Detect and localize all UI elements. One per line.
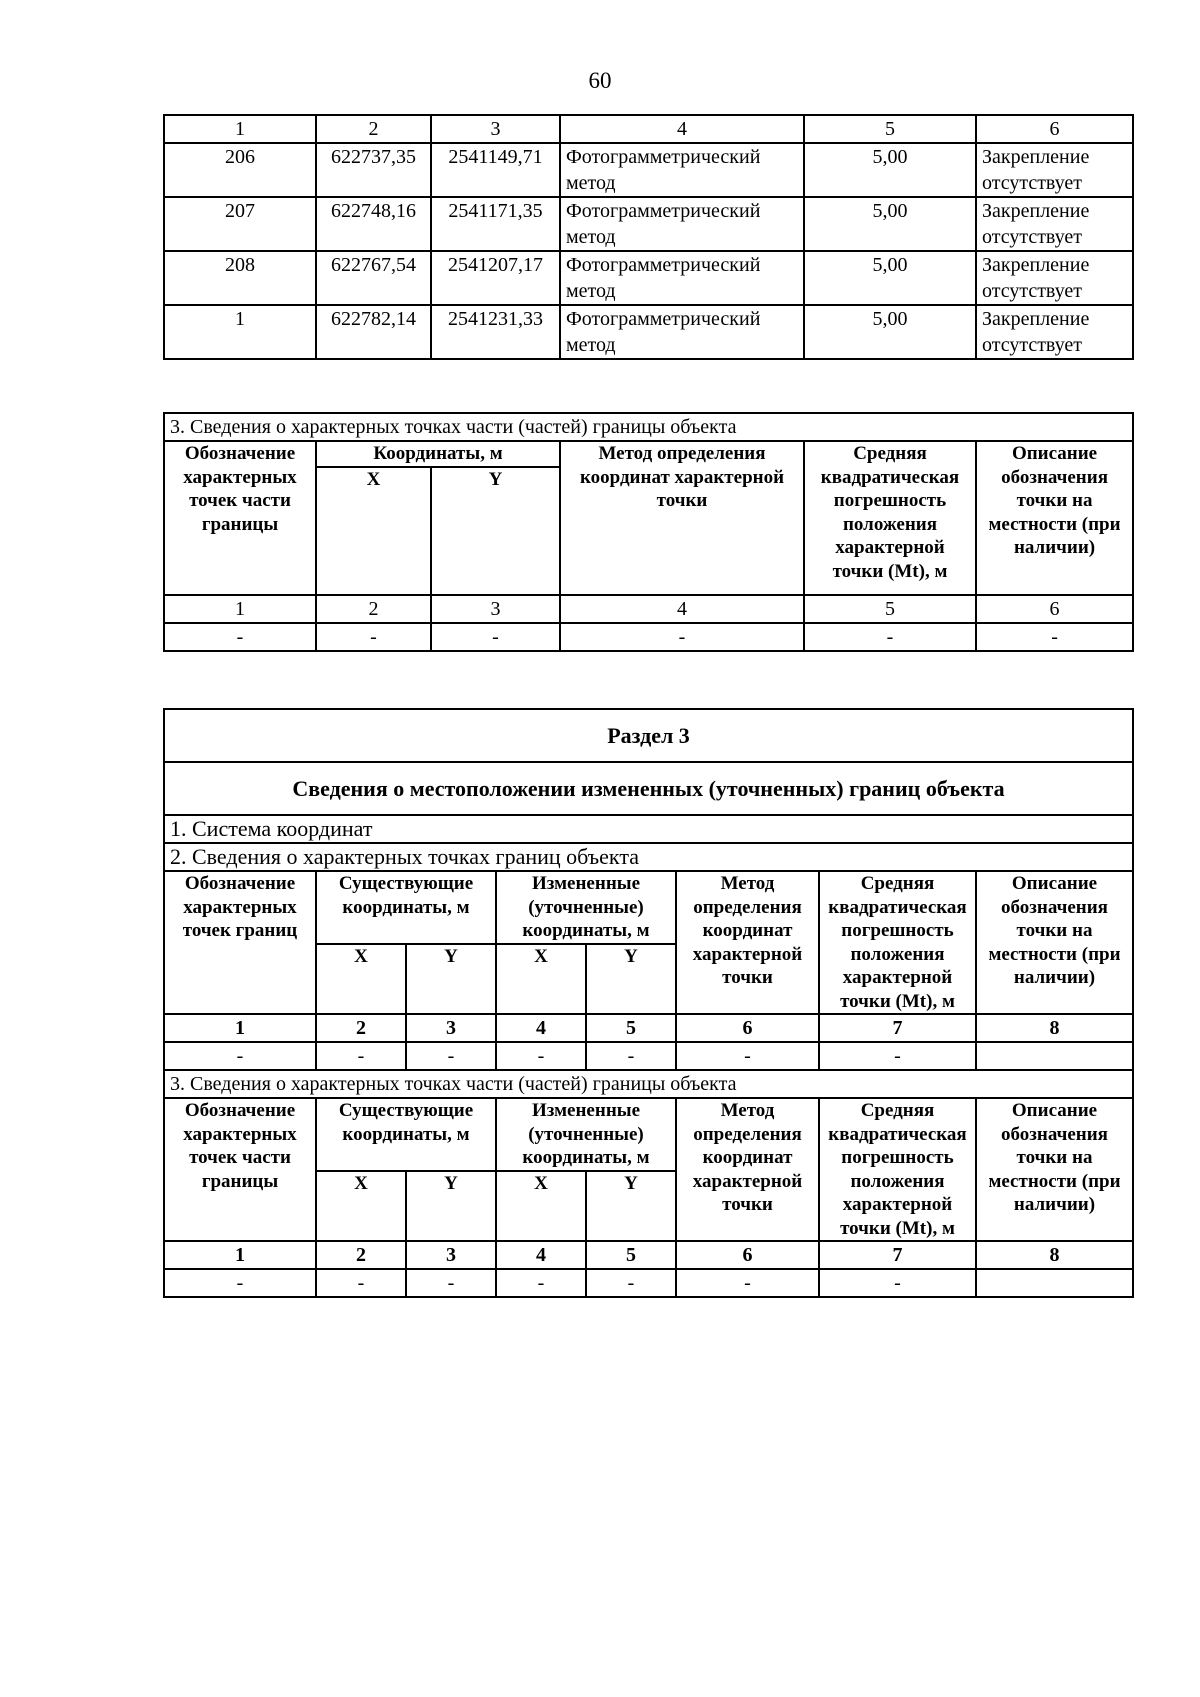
changed-coords-header: Измененные (уточненные) координаты, м [496, 1098, 676, 1171]
empty-cell: - [316, 1042, 406, 1070]
col-num: 8 [976, 1241, 1133, 1269]
mt-header: Средняя квадратическая погрешность положения характерной точки (Mt), м [819, 871, 976, 1014]
empty-cell: - [164, 1042, 316, 1070]
empty-cell: - [819, 1269, 976, 1297]
col-num: 1 [164, 595, 316, 623]
description-header: Описание обозначения точки на местности (при наличии) [976, 871, 1133, 1014]
y-header: Y [406, 1171, 496, 1241]
column-number-row [164, 115, 1133, 143]
table-row [164, 143, 1133, 197]
empty-cell: - [316, 623, 431, 651]
empty-cell: - [819, 1042, 976, 1070]
designation-header: Обозначение характерных точек части границы [164, 1098, 316, 1241]
empty-cell: - [560, 623, 804, 651]
empty-cell: - [586, 1269, 676, 1297]
boundary-points-table [163, 114, 1134, 360]
method: Фотограмметрический метод [560, 305, 804, 359]
col-num: 6 [676, 1241, 819, 1269]
col-num: 4 [496, 1014, 586, 1042]
x-header: X [316, 944, 406, 1014]
empty-cell [976, 1269, 1133, 1297]
table-row [164, 251, 1133, 305]
empty-cell [976, 1042, 1133, 1070]
method: Фотограмметрический метод [560, 143, 804, 197]
col-num: 7 [819, 1014, 976, 1042]
point-id: 1 [164, 305, 316, 359]
x-header: X [316, 1171, 406, 1241]
section-title: 3. Сведения о характерных точках части (частей) границы объекта [164, 413, 1133, 441]
existing-coords-header: Существующие координаты, м [316, 871, 496, 944]
col-num: 2 [316, 115, 431, 143]
method: Фотограмметрический метод [560, 197, 804, 251]
point-description: Закрепление отсутствует [976, 143, 1133, 197]
empty-cell: - [164, 1269, 316, 1297]
coords-header: Координаты, м [316, 441, 560, 467]
section-heading: Раздел 3 [164, 709, 1133, 762]
y-header: Y [406, 944, 496, 1014]
col-num: 2 [316, 1241, 406, 1269]
y-coord: 2541231,33 [431, 305, 560, 359]
empty-cell: - [406, 1269, 496, 1297]
changed-coords-header: Измененные (уточненные) координаты, м [496, 871, 676, 944]
method-header: Метод определения координат характерной точки [676, 871, 819, 1014]
point-description: Закрепление отсутствует [976, 197, 1133, 251]
designation-header: Обозначение характерных точек границ [164, 871, 316, 1014]
y-coord: 2541149,71 [431, 143, 560, 197]
mt-value: 5,00 [804, 143, 976, 197]
part-boundary-points-table [163, 412, 1134, 652]
x-header: X [496, 944, 586, 1014]
col-num: 1 [164, 1241, 316, 1269]
y-header: Y [586, 1171, 676, 1241]
col-num: 1 [164, 115, 316, 143]
col-num: 7 [819, 1241, 976, 1269]
description-header: Описание обозначения точки на местности (при наличии) [976, 441, 1133, 595]
empty-cell: - [586, 1042, 676, 1070]
col-num: 6 [976, 595, 1133, 623]
empty-cell: - [676, 1042, 819, 1070]
col-num: 6 [676, 1014, 819, 1042]
col-num: 5 [586, 1014, 676, 1042]
designation-header: Обозначение характерных точек части границы [164, 441, 316, 595]
col-num: 1 [164, 1014, 316, 1042]
mt-header: Средняя квадратическая погрешность положения характерной точки (Mt), м [804, 441, 976, 595]
section-subheading: Сведения о местоположении измененных (уточненных) границ объекта [164, 762, 1133, 815]
col-num: 3 [431, 595, 560, 623]
x-coord: 622748,16 [316, 197, 431, 251]
col-num: 2 [316, 595, 431, 623]
empty-cell: - [804, 623, 976, 651]
mt-value: 5,00 [804, 305, 976, 359]
empty-cell: - [496, 1042, 586, 1070]
description-header: Описание обозначения точки на местности (при наличии) [976, 1098, 1133, 1241]
x-coord: 622782,14 [316, 305, 431, 359]
col-num: 4 [560, 595, 804, 623]
table-row [164, 197, 1133, 251]
y-coord: 2541207,17 [431, 251, 560, 305]
empty-cell: - [496, 1269, 586, 1297]
col-num: 4 [496, 1241, 586, 1269]
empty-cell: - [406, 1042, 496, 1070]
empty-cell: - [431, 623, 560, 651]
col-num: 5 [804, 115, 976, 143]
empty-cell: - [976, 623, 1133, 651]
col-num: 8 [976, 1014, 1133, 1042]
part2-title: 2. Сведения о характерных точках границ объекта [164, 843, 1133, 871]
existing-coords-header: Существующие координаты, м [316, 1098, 496, 1171]
method: Фотограмметрический метод [560, 251, 804, 305]
point-id: 208 [164, 251, 316, 305]
x-header: X [316, 467, 431, 595]
point-description: Закрепление отсутствует [976, 305, 1133, 359]
col-num: 2 [316, 1014, 406, 1042]
y-header: Y [586, 944, 676, 1014]
col-num: 6 [976, 115, 1133, 143]
col-num: 3 [431, 115, 560, 143]
y-coord: 2541171,35 [431, 197, 560, 251]
point-description: Закрепление отсутствует [976, 251, 1133, 305]
method-header: Метод определения координат характерной точки [676, 1098, 819, 1241]
col-num: 4 [560, 115, 804, 143]
coordinate-system-label: 1. Система координат [164, 815, 1133, 843]
x-coord: 622767,54 [316, 251, 431, 305]
empty-cell: - [316, 1269, 406, 1297]
table-row [164, 305, 1133, 359]
col-num: 3 [406, 1014, 496, 1042]
section-3-table [163, 708, 1134, 1298]
mt-value: 5,00 [804, 251, 976, 305]
col-num: 5 [804, 595, 976, 623]
mt-header: Средняя квадратическая погрешность положения характерной точки (Mt), м [819, 1098, 976, 1241]
mt-value: 5,00 [804, 197, 976, 251]
empty-cell: - [676, 1269, 819, 1297]
empty-cell: - [164, 623, 316, 651]
page-number: 60 [588, 68, 612, 93]
y-header: Y [431, 467, 560, 595]
x-header: X [496, 1171, 586, 1241]
col-num: 5 [586, 1241, 676, 1269]
col-num: 3 [406, 1241, 496, 1269]
x-coord: 622737,35 [316, 143, 431, 197]
point-id: 207 [164, 197, 316, 251]
part3-title: 3. Сведения о характерных точках части (частей) границы объекта [164, 1070, 1133, 1098]
point-id: 206 [164, 143, 316, 197]
method-header: Метод определения координат характерной точки [560, 441, 804, 595]
